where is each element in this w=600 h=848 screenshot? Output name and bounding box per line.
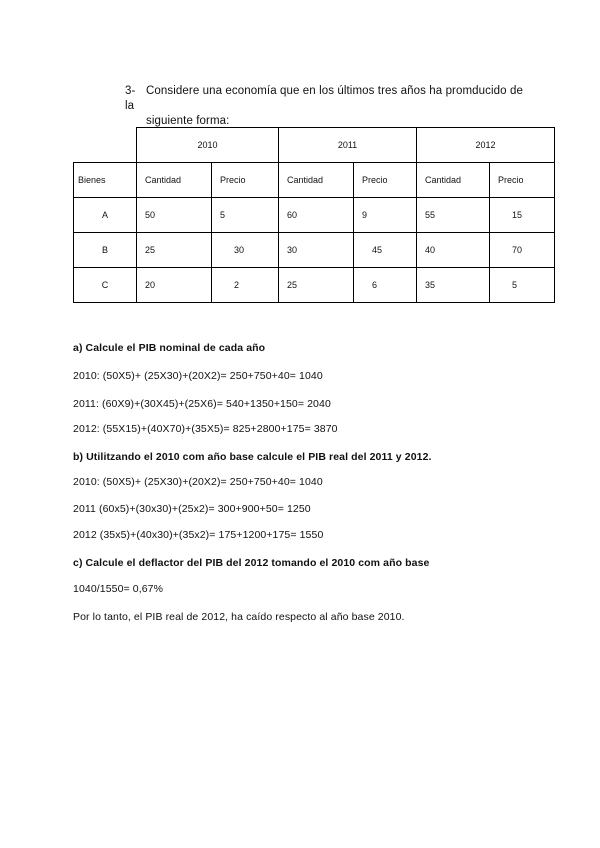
value-cell: 6 xyxy=(354,268,417,303)
section-c-line: 1040/1550= 0,67% xyxy=(73,583,164,595)
section-a-line: 2011: (60X9)+(30X45)+(25X6)= 540+1350+150= 2040 xyxy=(73,398,331,410)
section-b-line: 2012 (35x5)+(40x30)+(35x2)= 175+1200+175= 1550 xyxy=(73,529,324,541)
section-b-heading: b) Utilitzando el 2010 com año base calcule el PIB real del 2011 y 2012. xyxy=(73,451,432,463)
bien-cell: B xyxy=(74,233,137,268)
value-cell: 15 xyxy=(490,198,555,233)
value-cell: 45 xyxy=(354,233,417,268)
value-cell: 9 xyxy=(354,198,417,233)
value-cell: 5 xyxy=(490,268,555,303)
section-a-line: 2012: (55X15)+(40X70)+(35X5)= 825+2800+175= 3870 xyxy=(73,423,338,435)
production-table xyxy=(73,127,555,303)
precio-header-2012: Precio xyxy=(490,163,555,198)
section-a-line: 2010: (50X5)+ (25X30)+(20X2)= 250+750+40= 1040 xyxy=(73,370,323,382)
cantidad-header-2012: Cantidad xyxy=(417,163,490,198)
cantidad-header-2011: Cantidad xyxy=(279,163,354,198)
intro-line-1: Considere una economía que en los últimos tres años ha promducido de la xyxy=(125,85,523,112)
year-2011-cell: 2011 xyxy=(279,128,417,163)
value-cell: 30 xyxy=(212,233,279,268)
column-header-row xyxy=(74,163,555,198)
precio-header-2010: Precio xyxy=(212,163,279,198)
empty-corner-cell xyxy=(74,128,137,163)
question-number: 3- xyxy=(125,85,136,97)
question-intro xyxy=(125,84,525,129)
year-2010-cell: 2010 xyxy=(137,128,279,163)
value-cell: 25 xyxy=(279,268,354,303)
year-2012-cell: 2012 xyxy=(417,128,555,163)
section-b-line: 2010: (50X5)+ (25X30)+(20X2)= 250+750+40= 1040 xyxy=(73,476,323,488)
cantidad-header-2010: Cantidad xyxy=(137,163,212,198)
section-c-heading: c) Calcule el deflactor del PIB del 2012 tomando el 2010 com año base xyxy=(73,557,430,569)
section-a-heading: a) Calcule el PIB nominal de cada año xyxy=(73,342,266,354)
value-cell: 5 xyxy=(212,198,279,233)
intro-line-2: siguiente forma: xyxy=(146,115,230,127)
table-row xyxy=(74,198,555,233)
value-cell: 55 xyxy=(417,198,490,233)
section-b-line: 2011 (60x5)+(30x30)+(25x2)= 300+900+50= 1250 xyxy=(73,503,311,515)
value-cell: 25 xyxy=(137,233,212,268)
value-cell: 40 xyxy=(417,233,490,268)
table-row xyxy=(74,268,555,303)
value-cell: 70 xyxy=(490,233,555,268)
precio-header-2011: Precio xyxy=(354,163,417,198)
year-header-row xyxy=(74,128,555,163)
value-cell: 35 xyxy=(417,268,490,303)
bien-cell: A xyxy=(74,198,137,233)
bien-cell: C xyxy=(74,268,137,303)
section-c-line: Por lo tanto, el PIB real de 2012, ha caído respecto al año base 2010. xyxy=(73,611,405,623)
table-row xyxy=(74,233,555,268)
value-cell: 50 xyxy=(137,198,212,233)
value-cell: 30 xyxy=(279,233,354,268)
bienes-header: Bienes xyxy=(74,163,137,198)
value-cell: 20 xyxy=(137,268,212,303)
value-cell: 2 xyxy=(212,268,279,303)
value-cell: 60 xyxy=(279,198,354,233)
